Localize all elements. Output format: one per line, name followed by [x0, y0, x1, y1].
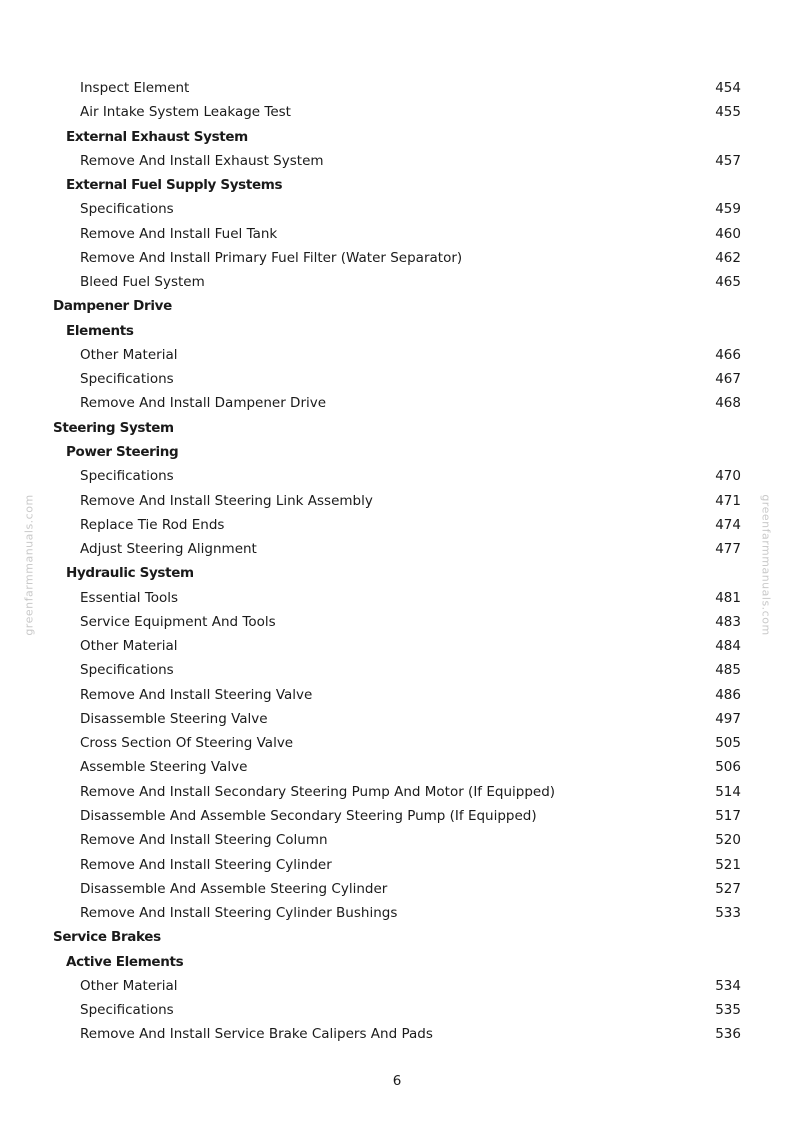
- toc-section-heading[interactable]: [0, 294, 794, 318]
- toc-entry[interactable]: [0, 537, 794, 561]
- toc-entry[interactable]: [0, 998, 794, 1022]
- toc-entry-title: Inspect Element: [80, 80, 190, 96]
- toc-entry[interactable]: [0, 755, 794, 779]
- toc-entry-page: 474: [715, 516, 741, 533]
- toc-entry-title: Specifications: [80, 1002, 174, 1019]
- toc-entry-page: 520: [715, 832, 741, 849]
- toc-entry-page: 521: [715, 856, 741, 873]
- toc-subsection-heading[interactable]: [0, 173, 794, 197]
- toc-entry-page: 454: [715, 80, 741, 96]
- toc-entry[interactable]: [0, 222, 794, 246]
- toc-entry[interactable]: [0, 804, 794, 828]
- toc-entry-page: 517: [715, 807, 741, 824]
- toc-entry-page: 481: [715, 589, 741, 606]
- toc-entry[interactable]: [0, 610, 794, 634]
- toc-entry-title: Disassemble And Assemble Steering Cylinder: [80, 880, 388, 897]
- toc-subsection-heading[interactable]: [0, 125, 794, 149]
- table-of-contents: [0, 76, 794, 1047]
- toc-entry-title: Remove And Install Service Brake Calipers And Pads: [80, 1026, 433, 1043]
- toc-entry-page: 455: [715, 104, 741, 121]
- toc-entry-page: 457: [715, 152, 741, 169]
- toc-entry-title: Service Brakes: [53, 929, 161, 946]
- toc-entry-title: Specifications: [80, 371, 174, 388]
- toc-entry-page: 465: [715, 274, 741, 291]
- toc-entry-title: Remove And Install Secondary Steering Pump And Motor (If Equipped): [80, 783, 556, 800]
- toc-entry-title: Remove And Install Steering Valve: [80, 686, 313, 703]
- toc-entry-title: Disassemble And Assemble Secondary Steering Pump (If Equipped): [80, 807, 537, 824]
- toc-entry[interactable]: [0, 586, 794, 610]
- toc-entry[interactable]: [0, 246, 794, 270]
- toc-entry-page: 459: [715, 201, 741, 218]
- toc-entry-title: Specifications: [80, 662, 174, 679]
- toc-entry-title: External Exhaust System: [66, 128, 248, 145]
- page-number: 6: [392, 1073, 402, 1089]
- toc-entry-title: Other Material: [80, 346, 178, 363]
- watermark-left: greenfarmmanuals.com: [22, 494, 36, 636]
- toc-entry-page: 505: [715, 735, 741, 752]
- toc-entry[interactable]: [0, 391, 794, 415]
- toc-entry-page: 466: [715, 346, 741, 363]
- watermark-right: greenfarmmanuals.com: [759, 494, 773, 636]
- toc-entry-title: Other Material: [80, 638, 178, 655]
- toc-entry[interactable]: [0, 343, 794, 367]
- toc-entry-title: Steering System: [53, 419, 174, 436]
- toc-entry-title: Remove And Install Steering Column: [80, 832, 328, 849]
- toc-entry-title: Elements: [66, 322, 134, 339]
- toc-entry-page: 486: [715, 686, 741, 703]
- toc-entry-title: Remove And Install Dampener Drive: [80, 395, 327, 412]
- toc-entry-title: Remove And Install Steering Cylinder: [80, 856, 332, 873]
- toc-entry[interactable]: [0, 634, 794, 658]
- toc-entry[interactable]: [0, 683, 794, 707]
- toc-entry-title: Assemble Steering Valve: [80, 759, 248, 776]
- toc-entry-page: 467: [715, 371, 741, 388]
- toc-entry[interactable]: [0, 100, 794, 124]
- toc-entry-title: Specifications: [80, 201, 174, 218]
- toc-entry-title: Service Equipment And Tools: [80, 613, 276, 630]
- toc-entry[interactable]: [0, 149, 794, 173]
- toc-entry-title: Essential Tools: [80, 589, 179, 606]
- toc-entry-title: Specifications: [80, 468, 174, 485]
- toc-entry[interactable]: [0, 197, 794, 221]
- toc-entry-title: Dampener Drive: [53, 298, 172, 315]
- toc-entry-title: Disassemble Steering Valve: [80, 710, 268, 727]
- toc-entry-title: Remove And Install Exhaust System: [80, 152, 324, 169]
- toc-entry-title: Air Intake System Leakage Test: [80, 104, 291, 121]
- toc-entry-page: 527: [715, 880, 741, 897]
- toc-entry-page: 534: [715, 977, 741, 994]
- toc-entry-title: Replace Tie Rod Ends: [80, 516, 225, 533]
- toc-entry-title: Bleed Fuel System: [80, 274, 205, 291]
- toc-entry-page: 462: [715, 249, 741, 266]
- toc-entry[interactable]: [0, 877, 794, 901]
- toc-entry-title: Active Elements: [66, 953, 184, 970]
- toc-entry[interactable]: [0, 974, 794, 998]
- toc-entry-title: Power Steering: [66, 443, 179, 460]
- toc-entry-page: 536: [715, 1026, 741, 1043]
- toc-entry-page: 460: [715, 225, 741, 242]
- toc-entry[interactable]: [0, 853, 794, 877]
- toc-entry[interactable]: [0, 707, 794, 731]
- toc-entry-page: 506: [715, 759, 741, 776]
- toc-entry-page: 470: [715, 468, 741, 485]
- toc-subsection-heading[interactable]: [0, 561, 794, 585]
- toc-entry[interactable]: [0, 658, 794, 682]
- toc-section-heading[interactable]: [0, 925, 794, 949]
- toc-entry[interactable]: [0, 270, 794, 294]
- toc-entry[interactable]: [0, 464, 794, 488]
- toc-subsection-heading[interactable]: [0, 319, 794, 343]
- toc-entry-page: 484: [715, 638, 741, 655]
- toc-entry-page: 485: [715, 662, 741, 679]
- toc-entry-page: 483: [715, 613, 741, 630]
- toc-entry-page: 477: [715, 541, 741, 558]
- toc-entry[interactable]: [0, 367, 794, 391]
- toc-entry[interactable]: [0, 76, 794, 100]
- toc-entry-title: Adjust Steering Alignment: [80, 541, 257, 558]
- toc-entry-page: 514: [715, 783, 741, 800]
- toc-entry[interactable]: [0, 901, 794, 925]
- toc-entry-title: Other Material: [80, 977, 178, 994]
- toc-entry-title: Remove And Install Steering Link Assembly: [80, 492, 373, 509]
- toc-entry-page: 471: [715, 492, 741, 509]
- toc-entry-title: Remove And Install Steering Cylinder Bushings: [80, 905, 398, 922]
- toc-entry-title: Remove And Install Fuel Tank: [80, 225, 278, 242]
- toc-entry[interactable]: [0, 828, 794, 852]
- toc-entry[interactable]: [0, 489, 794, 513]
- toc-entry-title: Hydraulic System: [66, 565, 194, 582]
- toc-subsection-heading[interactable]: [0, 440, 794, 464]
- toc-entry-page: 533: [715, 905, 741, 922]
- toc-entry[interactable]: [0, 513, 794, 537]
- toc-section-heading[interactable]: [0, 416, 794, 440]
- toc-entry-page: 497: [715, 710, 741, 727]
- toc-subsection-heading[interactable]: [0, 950, 794, 974]
- toc-entry[interactable]: [0, 1022, 794, 1046]
- toc-entry-page: 535: [715, 1002, 741, 1019]
- toc-entry-page: 468: [715, 395, 741, 412]
- toc-entry-title: Remove And Install Primary Fuel Filter (Water Separator): [80, 249, 463, 266]
- toc-entry[interactable]: [0, 731, 794, 755]
- toc-entry-title: Cross Section Of Steering Valve: [80, 735, 294, 752]
- toc-entry[interactable]: [0, 780, 794, 804]
- toc-entry-title: External Fuel Supply Systems: [66, 177, 283, 194]
